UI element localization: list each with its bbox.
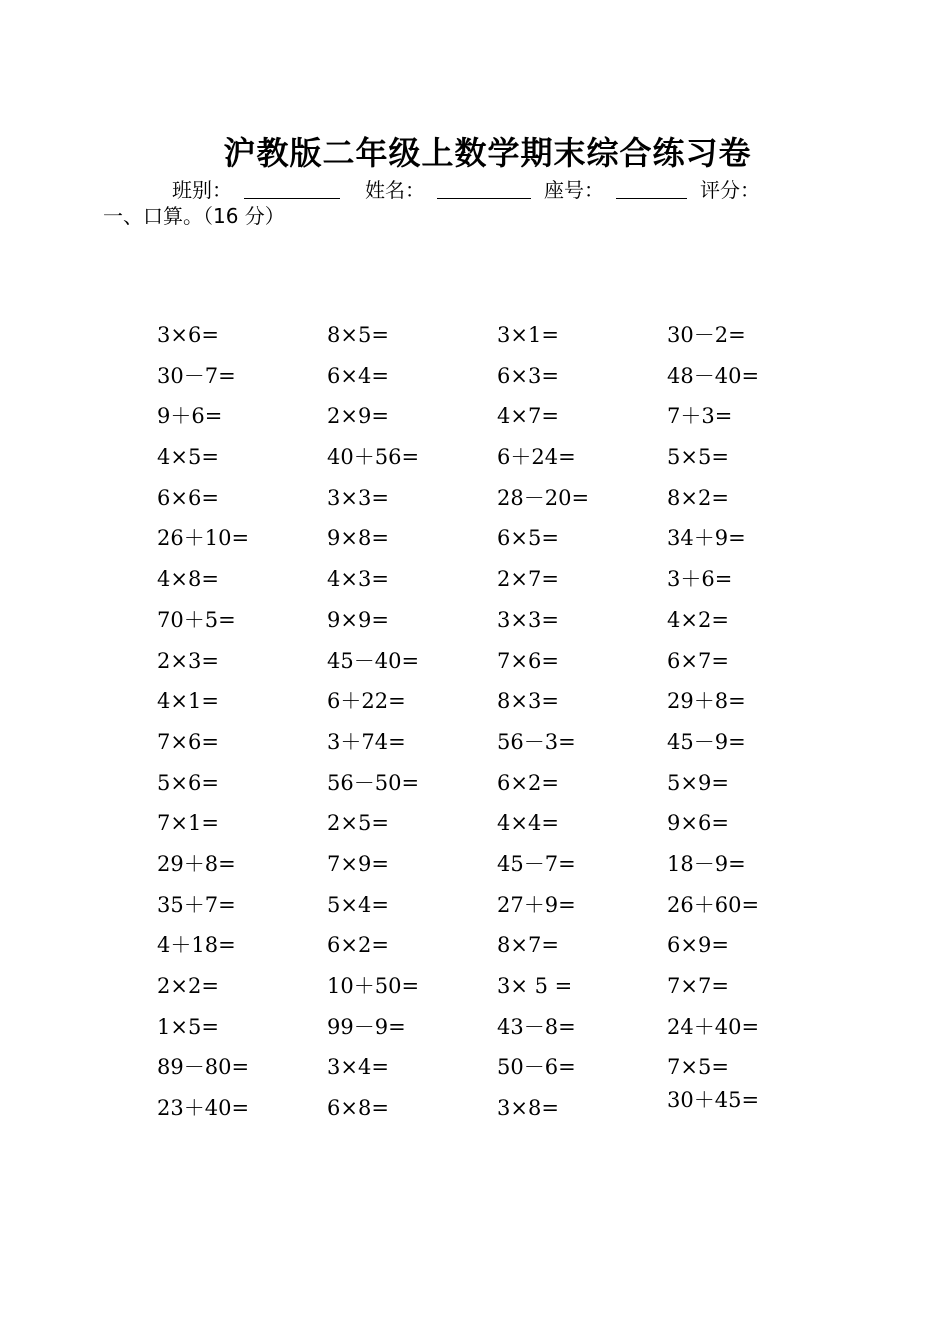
problem-item: 4×8=	[157, 567, 219, 592]
problem-item: 35＋7=	[157, 892, 236, 917]
problem-item: 70＋5=	[157, 607, 236, 632]
problem-item: 4×3=	[327, 567, 389, 592]
problem-item: 9×9=	[327, 607, 389, 632]
class-label: 班别：	[172, 178, 232, 202]
section-1-heading: 一、口算。（16 分）	[103, 204, 285, 228]
problem-item: 4＋18=	[157, 933, 236, 958]
problem-item: 30＋45=	[667, 1088, 760, 1113]
seat-blank[interactable]	[616, 198, 687, 199]
problem-item: 10＋50=	[327, 974, 420, 998]
problem-item: 48－40=	[667, 363, 760, 388]
problem-item: 28－20=	[497, 485, 590, 510]
problem-item: 7×6=	[157, 729, 219, 754]
problem-item: 3×3=	[327, 485, 389, 510]
problem-item: 40＋56=	[327, 445, 420, 470]
problem-item: 30－2=	[667, 323, 746, 347]
problem-item: 26＋60=	[667, 892, 760, 917]
problem-column-1	[157, 320, 249, 1134]
problem-item: 2×9=	[327, 404, 389, 429]
problem-item: 23＋40=	[157, 1096, 250, 1121]
problem-item: 30－7=	[157, 363, 236, 388]
problem-item: 6×3=	[497, 363, 559, 388]
problem-item: 8×2=	[667, 485, 729, 510]
problem-item: 7×9=	[327, 851, 389, 876]
page-title: 沪教版二年级上数学期末综合练习卷	[223, 134, 752, 172]
problem-item: 6×5=	[497, 526, 559, 551]
problem-item: 18－9=	[667, 851, 746, 876]
problem-item: 2×2=	[157, 974, 219, 998]
problem-item: 3×4=	[327, 1055, 389, 1080]
class-blank[interactable]	[244, 198, 340, 199]
problem-item: 5×4=	[327, 892, 389, 917]
problem-item: 9×6=	[667, 811, 729, 836]
problem-item: 56－3=	[497, 729, 576, 754]
problem-item: 6＋24=	[497, 445, 576, 470]
problem-item: 7×7=	[667, 974, 729, 998]
problem-item: 29＋8=	[157, 851, 236, 876]
problem-column-3	[497, 320, 589, 1134]
problem-item: 7＋3=	[667, 404, 733, 429]
problem-item: 6×6=	[157, 485, 219, 510]
problem-item: 3×1=	[497, 323, 559, 347]
problem-item: 56－50=	[327, 770, 420, 795]
seat-label: 座号：	[544, 178, 604, 202]
problem-item: 5×9=	[667, 770, 729, 795]
problem-item: 3×3=	[497, 607, 559, 632]
problem-item: 24＋40=	[667, 1014, 760, 1039]
problem-column-4	[667, 320, 759, 1126]
problem-item: 6＋22=	[327, 689, 406, 714]
problem-item: 8×5=	[327, 323, 389, 347]
problem-item: 2×7=	[497, 567, 559, 592]
problem-item: 45－9=	[667, 729, 746, 754]
problem-item: 4×7=	[497, 404, 559, 429]
problem-item: 6×2=	[327, 933, 389, 958]
problem-item: 6×4=	[327, 363, 389, 388]
problem-item: 4×5=	[157, 445, 219, 470]
problem-item: 6×9=	[667, 933, 729, 958]
problem-item: 4×2=	[667, 607, 729, 632]
problem-item: 43－8=	[497, 1014, 576, 1039]
problem-item: 9＋6=	[157, 404, 223, 429]
problem-item: 3×6=	[157, 323, 219, 347]
problem-item: 45－7=	[497, 851, 576, 876]
problem-item: 8×7=	[497, 933, 559, 958]
problem-item: 3＋6=	[667, 567, 733, 592]
problem-item: 5×5=	[667, 445, 729, 470]
problem-item: 34＋9=	[667, 526, 746, 551]
name-label: 姓名：	[365, 178, 425, 202]
problem-item: 7×5=	[667, 1055, 729, 1080]
problem-item: 6×7=	[667, 648, 729, 673]
problem-item: 29＋8=	[667, 689, 746, 714]
problem-item: 4×4=	[497, 811, 559, 836]
problem-item: 8×3=	[497, 689, 559, 714]
score-label: 评分：	[700, 178, 760, 202]
problem-item: 3＋74=	[327, 729, 406, 754]
problem-item: 27＋9=	[497, 892, 576, 917]
problem-item: 99－9=	[327, 1014, 406, 1039]
problem-item: 5×6=	[157, 770, 219, 795]
problem-item: 2×5=	[327, 811, 389, 836]
problem-item: 7×6=	[497, 648, 559, 673]
problem-item: 4×1=	[157, 689, 219, 714]
problem-item: 50－6=	[497, 1055, 576, 1080]
problem-item: 45－40=	[327, 648, 420, 673]
problem-item: 3×8=	[497, 1096, 559, 1121]
problem-item: 6×2=	[497, 770, 559, 795]
problem-item: 9×8=	[327, 526, 389, 551]
problem-item: 1×5=	[157, 1014, 219, 1039]
problem-item: 7×1=	[157, 811, 219, 836]
problem-item: 26＋10=	[157, 526, 250, 551]
problem-item: 2×3=	[157, 648, 219, 673]
problem-column-2	[327, 320, 419, 1134]
problem-item: 89－80=	[157, 1055, 250, 1080]
problem-item: 3× 5 =	[497, 974, 573, 998]
problem-item: 6×8=	[327, 1096, 389, 1121]
name-blank[interactable]	[437, 198, 531, 199]
